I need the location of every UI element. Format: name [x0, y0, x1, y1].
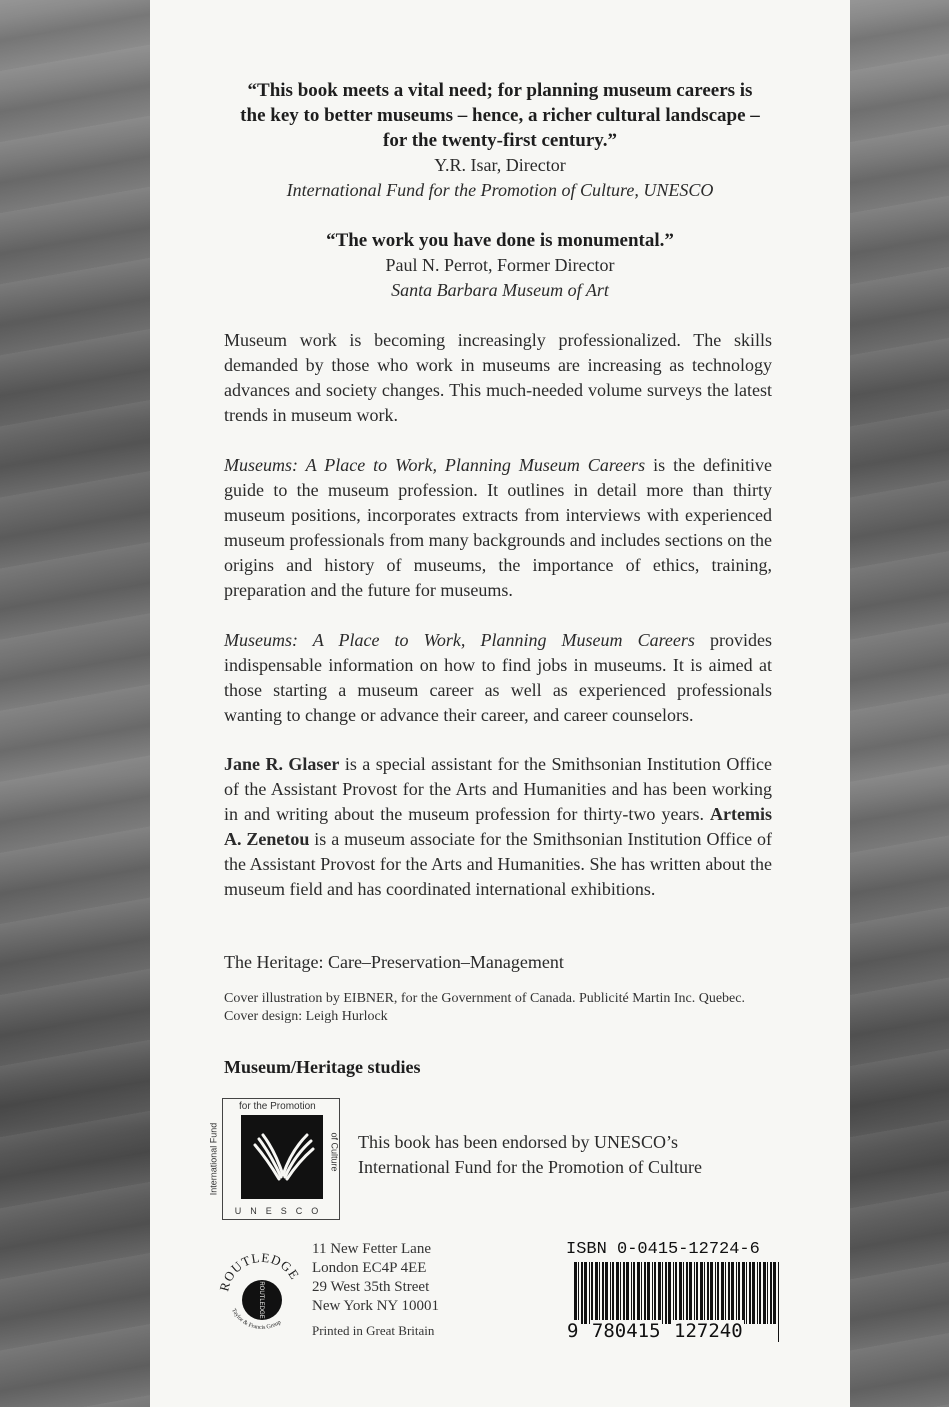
barcode-bar: [749, 1262, 751, 1324]
barcode-bar: [728, 1262, 730, 1324]
author-2-name: Artemis A. Zenetou: [224, 804, 772, 849]
author-bio: [224, 752, 772, 902]
barcode-bar: [605, 1262, 608, 1324]
printed-in: Printed in Great Britain: [312, 1323, 435, 1338]
quote-1-author: Y.R. Isar, Director: [434, 155, 566, 175]
barcode-bar: [595, 1262, 598, 1324]
barcode-bar: [704, 1262, 705, 1324]
description-paragraph-2-body: is the definitive guide to the museum profession. It outlines in detail more than thirty museum positions, incorporates extracts from interviews with experienced museum professionals from many backgrounds and includes sections on the origins and history of museums, the importance of ethics, training, preparation and the future for museums.: [224, 455, 772, 600]
cover-design-credit: Cover design: Leigh Hurlock: [224, 1009, 388, 1024]
barcode-bar: [757, 1262, 758, 1324]
barcode-bar: [652, 1262, 653, 1324]
author-1-name: Jane R. Glaser: [224, 754, 340, 774]
barcode-bar: [644, 1262, 646, 1324]
unesco-logo-top-text: for the Promotion: [239, 1101, 316, 1112]
quote-2-organization: Santa Barbara Museum of Art: [391, 280, 609, 300]
barcode-digit-group-1: 780415: [591, 1320, 661, 1342]
barcode-bar: [689, 1262, 692, 1324]
endorsement: [358, 1130, 702, 1180]
barcode-bar: [578, 1262, 579, 1324]
barcode-bar: [715, 1262, 716, 1324]
unesco-logo-left-text: International Fund: [208, 1122, 219, 1196]
barcode-bar: [778, 1262, 779, 1342]
barcode-bar: [759, 1262, 761, 1324]
barcode-bar: [620, 1262, 621, 1324]
barcode-bar: [633, 1262, 635, 1324]
barcode-bar: [631, 1262, 632, 1324]
quote-1: [150, 78, 850, 203]
barcode-bar: [731, 1262, 734, 1324]
barcode-bar: [686, 1262, 688, 1324]
barcode-bar: [700, 1262, 703, 1324]
barcode-bar: [616, 1262, 619, 1324]
barcode-bar: [623, 1262, 625, 1324]
quote-2-author: Paul N. Perrot, Former Director: [385, 255, 615, 275]
barcode-bar: [626, 1262, 629, 1324]
barcode-bar: [610, 1262, 611, 1324]
barcode-bar: [738, 1262, 740, 1324]
barcode-bar: [710, 1262, 713, 1324]
endorsement-line-2: International Fund for the Promotion of Culture: [358, 1157, 702, 1177]
barcode-bar: [725, 1262, 726, 1324]
barcode-bar: [746, 1262, 747, 1324]
isbn-label: ISBN 0-0415-12724-6: [566, 1240, 760, 1259]
book-title: Museums: A Place to Work, Planning Museum Careers: [224, 630, 695, 650]
unesco-emblem-icon: [241, 1115, 323, 1199]
cover-credits: [224, 990, 784, 1026]
barcode-bar: [641, 1262, 642, 1324]
barcode-bar: [773, 1262, 776, 1324]
routledge-logo-subtitle: Taylor & Francis Group: [230, 1307, 283, 1331]
description-paragraph-2: [224, 453, 772, 603]
barcode-bar: [770, 1262, 772, 1324]
quote-2-text: “The work you have done is monumental.”: [326, 230, 674, 251]
barcode-bar: [584, 1262, 587, 1324]
description-paragraph-1: Museum work is becoming increasingly professionalized. The skills demanded by those who work in museums are increasing as technology advances and society changes. This much-needed volume surveys the latest trends in museum work.: [224, 330, 772, 425]
barcode-bar: [612, 1262, 614, 1324]
barcode-bar: [599, 1262, 600, 1324]
barcode-bar: [662, 1262, 663, 1324]
unesco-logo-bottom-text: UNESCO: [234, 1206, 328, 1216]
barcode-bar: [665, 1262, 667, 1324]
quote-1-text: “This book meets a vital need; for planning museum careers is the key to better museums – hence, a richer cultural landscape – for the twenty-first century.”: [240, 80, 760, 151]
barcode-bar: [602, 1262, 604, 1324]
barcode-bar: [581, 1262, 583, 1324]
routledge-logo-spine-text: ROUTLEDGE: [258, 1281, 264, 1319]
author-1-bio: is a special assistant for the Smithsonian Institution Office of the Assistant Provost for the Arts and Humanities and has been working in and writing about the museum profession for thirty-two years.: [224, 754, 773, 824]
barcode-bar: [637, 1262, 640, 1324]
background-photo-right: [850, 0, 949, 1407]
barcode-bar: [707, 1262, 709, 1324]
address-line: 11 New Fetter Lane: [312, 1241, 431, 1257]
unesco-logo-right-text: of Culture: [329, 1132, 340, 1172]
subject-category: Museum/Heritage studies: [224, 1057, 421, 1077]
address-line: New York NY 10001: [312, 1298, 439, 1314]
barcode-bar: [654, 1262, 656, 1324]
barcode-bar: [767, 1262, 768, 1324]
barcode-bar: [589, 1262, 590, 1324]
unesco-logo: [208, 1098, 340, 1220]
description-paragraph-3-body: provides indispensable information on how to find jobs in museums. It is aimed at those starting a museum career as well as experienced professionals wanting to change or advance their career, and career counselors.: [224, 630, 772, 725]
barcode-bar: [658, 1262, 661, 1324]
barcode-digit-lead: 9: [567, 1320, 579, 1342]
barcode-bar: [694, 1262, 695, 1324]
background-photo-left: [0, 0, 150, 1407]
barcode-bar: [673, 1262, 674, 1324]
quote-1-organization: International Fund for the Promotion of Culture, UNESCO: [286, 180, 714, 200]
book-title: Museums: A Place to Work, Planning Museum Careers: [224, 455, 646, 475]
barcode-bar: [647, 1262, 650, 1324]
description-paragraph-3: [224, 628, 772, 728]
address-line: London EC4P 4EE: [312, 1260, 427, 1276]
endorsement-line-1: This book has been endorsed by UNESCO’s: [358, 1132, 678, 1152]
barcode-digits: [566, 1320, 744, 1342]
cover-illustration-credit: Cover illustration by EIBNER, for the Government of Canada. Publicité Martin Inc. Quebec.: [224, 991, 745, 1006]
barcode-bar: [736, 1262, 737, 1324]
barcode-bar: [763, 1262, 766, 1324]
barcode-bar: [668, 1262, 671, 1324]
barcode-bar: [721, 1262, 724, 1324]
barcode-bar: [591, 1262, 593, 1324]
address-line: 29 West 35th Street: [312, 1279, 430, 1295]
routledge-logo: [216, 1246, 308, 1338]
publisher-address: [312, 1240, 439, 1340]
series-name: The Heritage: Care–Preservation–Management: [224, 952, 564, 972]
barcode-bar: [696, 1262, 698, 1324]
quote-2: [150, 228, 850, 303]
barcode-digit-group-2: 127240: [674, 1320, 743, 1342]
barcode-bar: [742, 1262, 745, 1324]
author-2-bio: is a museum associate for the Smithsonian Institution Office of the Assistant Provost for the Arts and Humanities. She has written about the museum field and has coordinated international exhibitions.: [224, 829, 772, 899]
barcode-bar: [683, 1262, 684, 1324]
barcode-bar: [752, 1262, 755, 1324]
routledge-logo-arc-text: ROUTLEDGE: [216, 1249, 303, 1293]
barcode-bar: [717, 1262, 719, 1324]
